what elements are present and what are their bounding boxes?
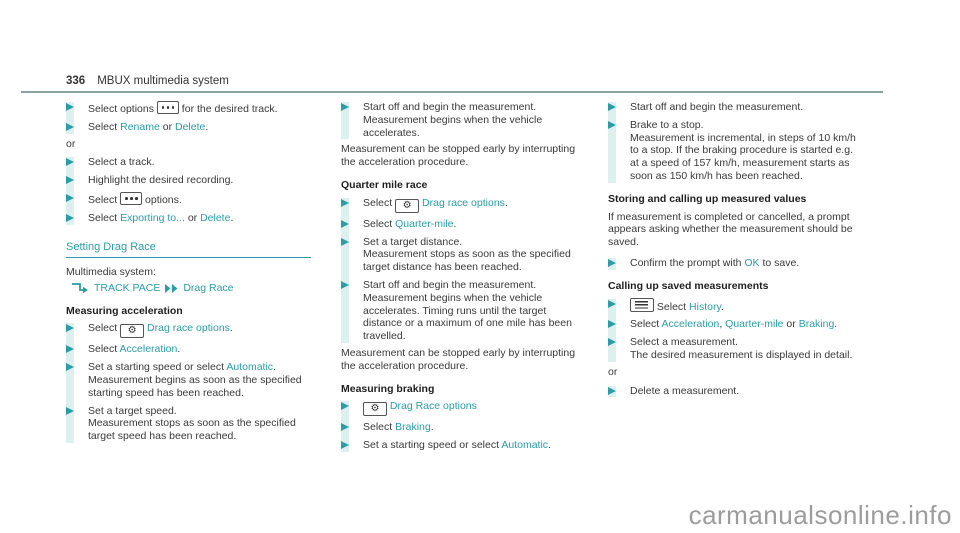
step-group bbox=[66, 101, 311, 134]
instruction-step bbox=[341, 439, 586, 452]
step-group bbox=[341, 197, 586, 343]
instruction-step bbox=[608, 257, 860, 270]
instruction-step bbox=[608, 298, 860, 314]
instruction-step bbox=[66, 322, 311, 338]
step-bullet-icon bbox=[341, 441, 349, 449]
instruction-step bbox=[608, 318, 860, 331]
instruction-step bbox=[608, 101, 860, 114]
step-text: Set a starting speed or select Automatic. Measurement begins as soon as the specified starting speed has been reached. bbox=[88, 361, 302, 399]
instruction-step bbox=[66, 121, 311, 134]
step-text: ⚙ Drag Race options bbox=[363, 400, 477, 412]
instruction-step bbox=[66, 212, 311, 225]
step-bullet-icon bbox=[66, 123, 74, 131]
step-bullet-icon bbox=[608, 300, 616, 308]
column-3 bbox=[608, 101, 860, 401]
instruction-step bbox=[341, 400, 586, 416]
chapter-title: MBUX multimedia system bbox=[97, 75, 229, 87]
step-text: Highlight the desired recording. bbox=[88, 174, 234, 187]
step-bullet-icon bbox=[608, 121, 616, 129]
instruction-step bbox=[66, 192, 311, 207]
step-text: Select History. bbox=[630, 301, 724, 313]
step-bullet-icon bbox=[66, 103, 74, 111]
site-watermark: carmanualsonline.info bbox=[688, 500, 952, 530]
menu-path-root: TRACK PACE bbox=[94, 281, 161, 294]
step-text: Select a measurement. The desired measurement is displayed in detail. bbox=[630, 336, 853, 361]
step-text: Select options. bbox=[88, 193, 182, 206]
page-number: 336 bbox=[66, 75, 86, 87]
step-text: Select Acceleration. bbox=[88, 343, 181, 356]
step-text: Select Quarter-mile. bbox=[363, 217, 457, 230]
section-heading-setting-drag-race: Setting Drag Race bbox=[66, 241, 311, 258]
or-connector: or bbox=[66, 137, 76, 150]
step-text: Set a starting speed or select Automatic. bbox=[363, 439, 551, 452]
subheading-quarter-mile-race: Quarter mile race bbox=[341, 178, 428, 191]
step-bullet-icon bbox=[341, 281, 349, 289]
step-bullet-icon bbox=[66, 363, 74, 371]
column-2 bbox=[341, 101, 586, 456]
step-text: Set a target speed. Measurement stops as soon as the specified target speed has been reached. bbox=[88, 404, 296, 443]
step-text: Set a target distance. Measurement stops as soon as the specified target distance has been reached. bbox=[363, 235, 571, 274]
step-group bbox=[608, 298, 860, 362]
step-bullet-icon bbox=[608, 259, 616, 267]
note-paragraph: Measurement can be stopped early by interrupting the acceleration procedure. bbox=[341, 346, 576, 372]
step-bullet-icon bbox=[608, 320, 616, 328]
instruction-step bbox=[341, 279, 586, 343]
instruction-step bbox=[341, 101, 586, 139]
step-bullet-icon bbox=[66, 214, 74, 222]
step-bullet-icon bbox=[341, 220, 349, 228]
step-bullet-icon bbox=[341, 402, 349, 410]
instruction-step bbox=[66, 361, 311, 399]
instruction-step bbox=[341, 421, 586, 434]
step-text: Brake to a stop. Measurement is incremental, in steps of 10 km/h to a stop. If the braking procedure is started e.g. at a speed of 157 km/h, measurement starts as soon as 150 km/h has been reached. bbox=[630, 118, 856, 182]
step-bullet-icon bbox=[341, 199, 349, 207]
column-1 bbox=[66, 101, 311, 447]
step-bullet-icon bbox=[66, 158, 74, 166]
step-bullet-icon bbox=[66, 176, 74, 184]
menu-path bbox=[66, 282, 311, 295]
step-group bbox=[341, 400, 586, 452]
subheading-measuring-acceleration: Measuring acceleration bbox=[66, 304, 183, 317]
step-text: Delete a measurement. bbox=[630, 384, 740, 397]
step-text: Start off and begin the measurement. Measurement begins when the vehicle accelerates. Timing runs until the target distance or a maximum of one mile has been travelled. bbox=[363, 278, 572, 343]
multimedia-system-intro: Multimedia system: bbox=[66, 265, 156, 278]
list-icon bbox=[630, 298, 654, 312]
instruction-step bbox=[608, 385, 860, 398]
instruction-step bbox=[66, 405, 311, 443]
instruction-step bbox=[341, 236, 586, 274]
step-text: Select ⚙ Drag race options. bbox=[88, 322, 233, 334]
step-bullet-icon bbox=[66, 345, 74, 353]
or-connector: or bbox=[608, 365, 618, 378]
menu-path-target: Drag Race bbox=[183, 281, 234, 294]
step-text: Select Braking. bbox=[363, 421, 434, 434]
step-text: Select options for the desired track. bbox=[88, 103, 278, 115]
step-bullet-icon bbox=[608, 103, 616, 111]
gear-icon bbox=[120, 324, 144, 338]
step-bullet-icon bbox=[341, 103, 349, 111]
step-text: Select Rename or Delete. bbox=[88, 120, 209, 133]
gear-icon bbox=[363, 402, 387, 416]
note-paragraph: Measurement can be stopped early by interrupting the acceleration procedure. bbox=[341, 143, 576, 169]
options-dots-icon bbox=[157, 101, 179, 114]
instruction-step bbox=[608, 336, 860, 362]
gear-icon bbox=[395, 199, 419, 213]
step-group bbox=[608, 385, 860, 398]
step-bullet-icon bbox=[608, 338, 616, 346]
instruction-step bbox=[341, 218, 586, 231]
double-chevron-icon bbox=[165, 284, 178, 293]
step-group bbox=[608, 257, 860, 270]
step-bullet-icon bbox=[66, 407, 74, 415]
options-dots-icon bbox=[120, 192, 142, 205]
instruction-step bbox=[66, 101, 311, 116]
instruction-step bbox=[66, 156, 311, 169]
step-bullet-icon bbox=[66, 194, 74, 202]
note-paragraph: If measurement is completed or cancelled, a prompt appears asking whether the measurement should be saved. bbox=[608, 210, 853, 249]
menu-entry-arrow-icon bbox=[71, 282, 89, 294]
page-header bbox=[66, 75, 229, 87]
step-bullet-icon bbox=[608, 387, 616, 395]
subheading-storing-values: Storing and calling up measured values bbox=[608, 192, 807, 205]
step-text: Select Acceleration, Quarter-mile or Braking. bbox=[630, 318, 838, 331]
text-columns bbox=[66, 101, 860, 456]
subheading-calling-up-measurements: Calling up saved measurements bbox=[608, 279, 769, 292]
step-text: Start off and begin the measurement. bbox=[630, 101, 804, 113]
header-rule bbox=[21, 91, 883, 93]
instruction-step bbox=[608, 119, 860, 183]
step-text: Start off and begin the measurement. Measurement begins when the vehicle accelerates. bbox=[363, 101, 543, 139]
step-group bbox=[66, 156, 311, 224]
step-bullet-icon bbox=[341, 238, 349, 246]
step-text: Select a track. bbox=[88, 156, 155, 169]
step-bullet-icon bbox=[341, 423, 349, 431]
instruction-step bbox=[66, 174, 311, 187]
instruction-step bbox=[66, 343, 311, 356]
step-text: Select ⚙ Drag race options. bbox=[363, 197, 508, 209]
step-bullet-icon bbox=[66, 324, 74, 332]
instruction-step bbox=[341, 197, 586, 213]
step-text: Select Exporting to... or Delete. bbox=[88, 211, 234, 224]
step-group bbox=[608, 101, 860, 183]
step-group bbox=[66, 322, 311, 443]
step-text: Confirm the prompt with OK to save. bbox=[630, 256, 800, 269]
step-group bbox=[341, 101, 586, 139]
subheading-measuring-braking: Measuring braking bbox=[341, 382, 435, 395]
